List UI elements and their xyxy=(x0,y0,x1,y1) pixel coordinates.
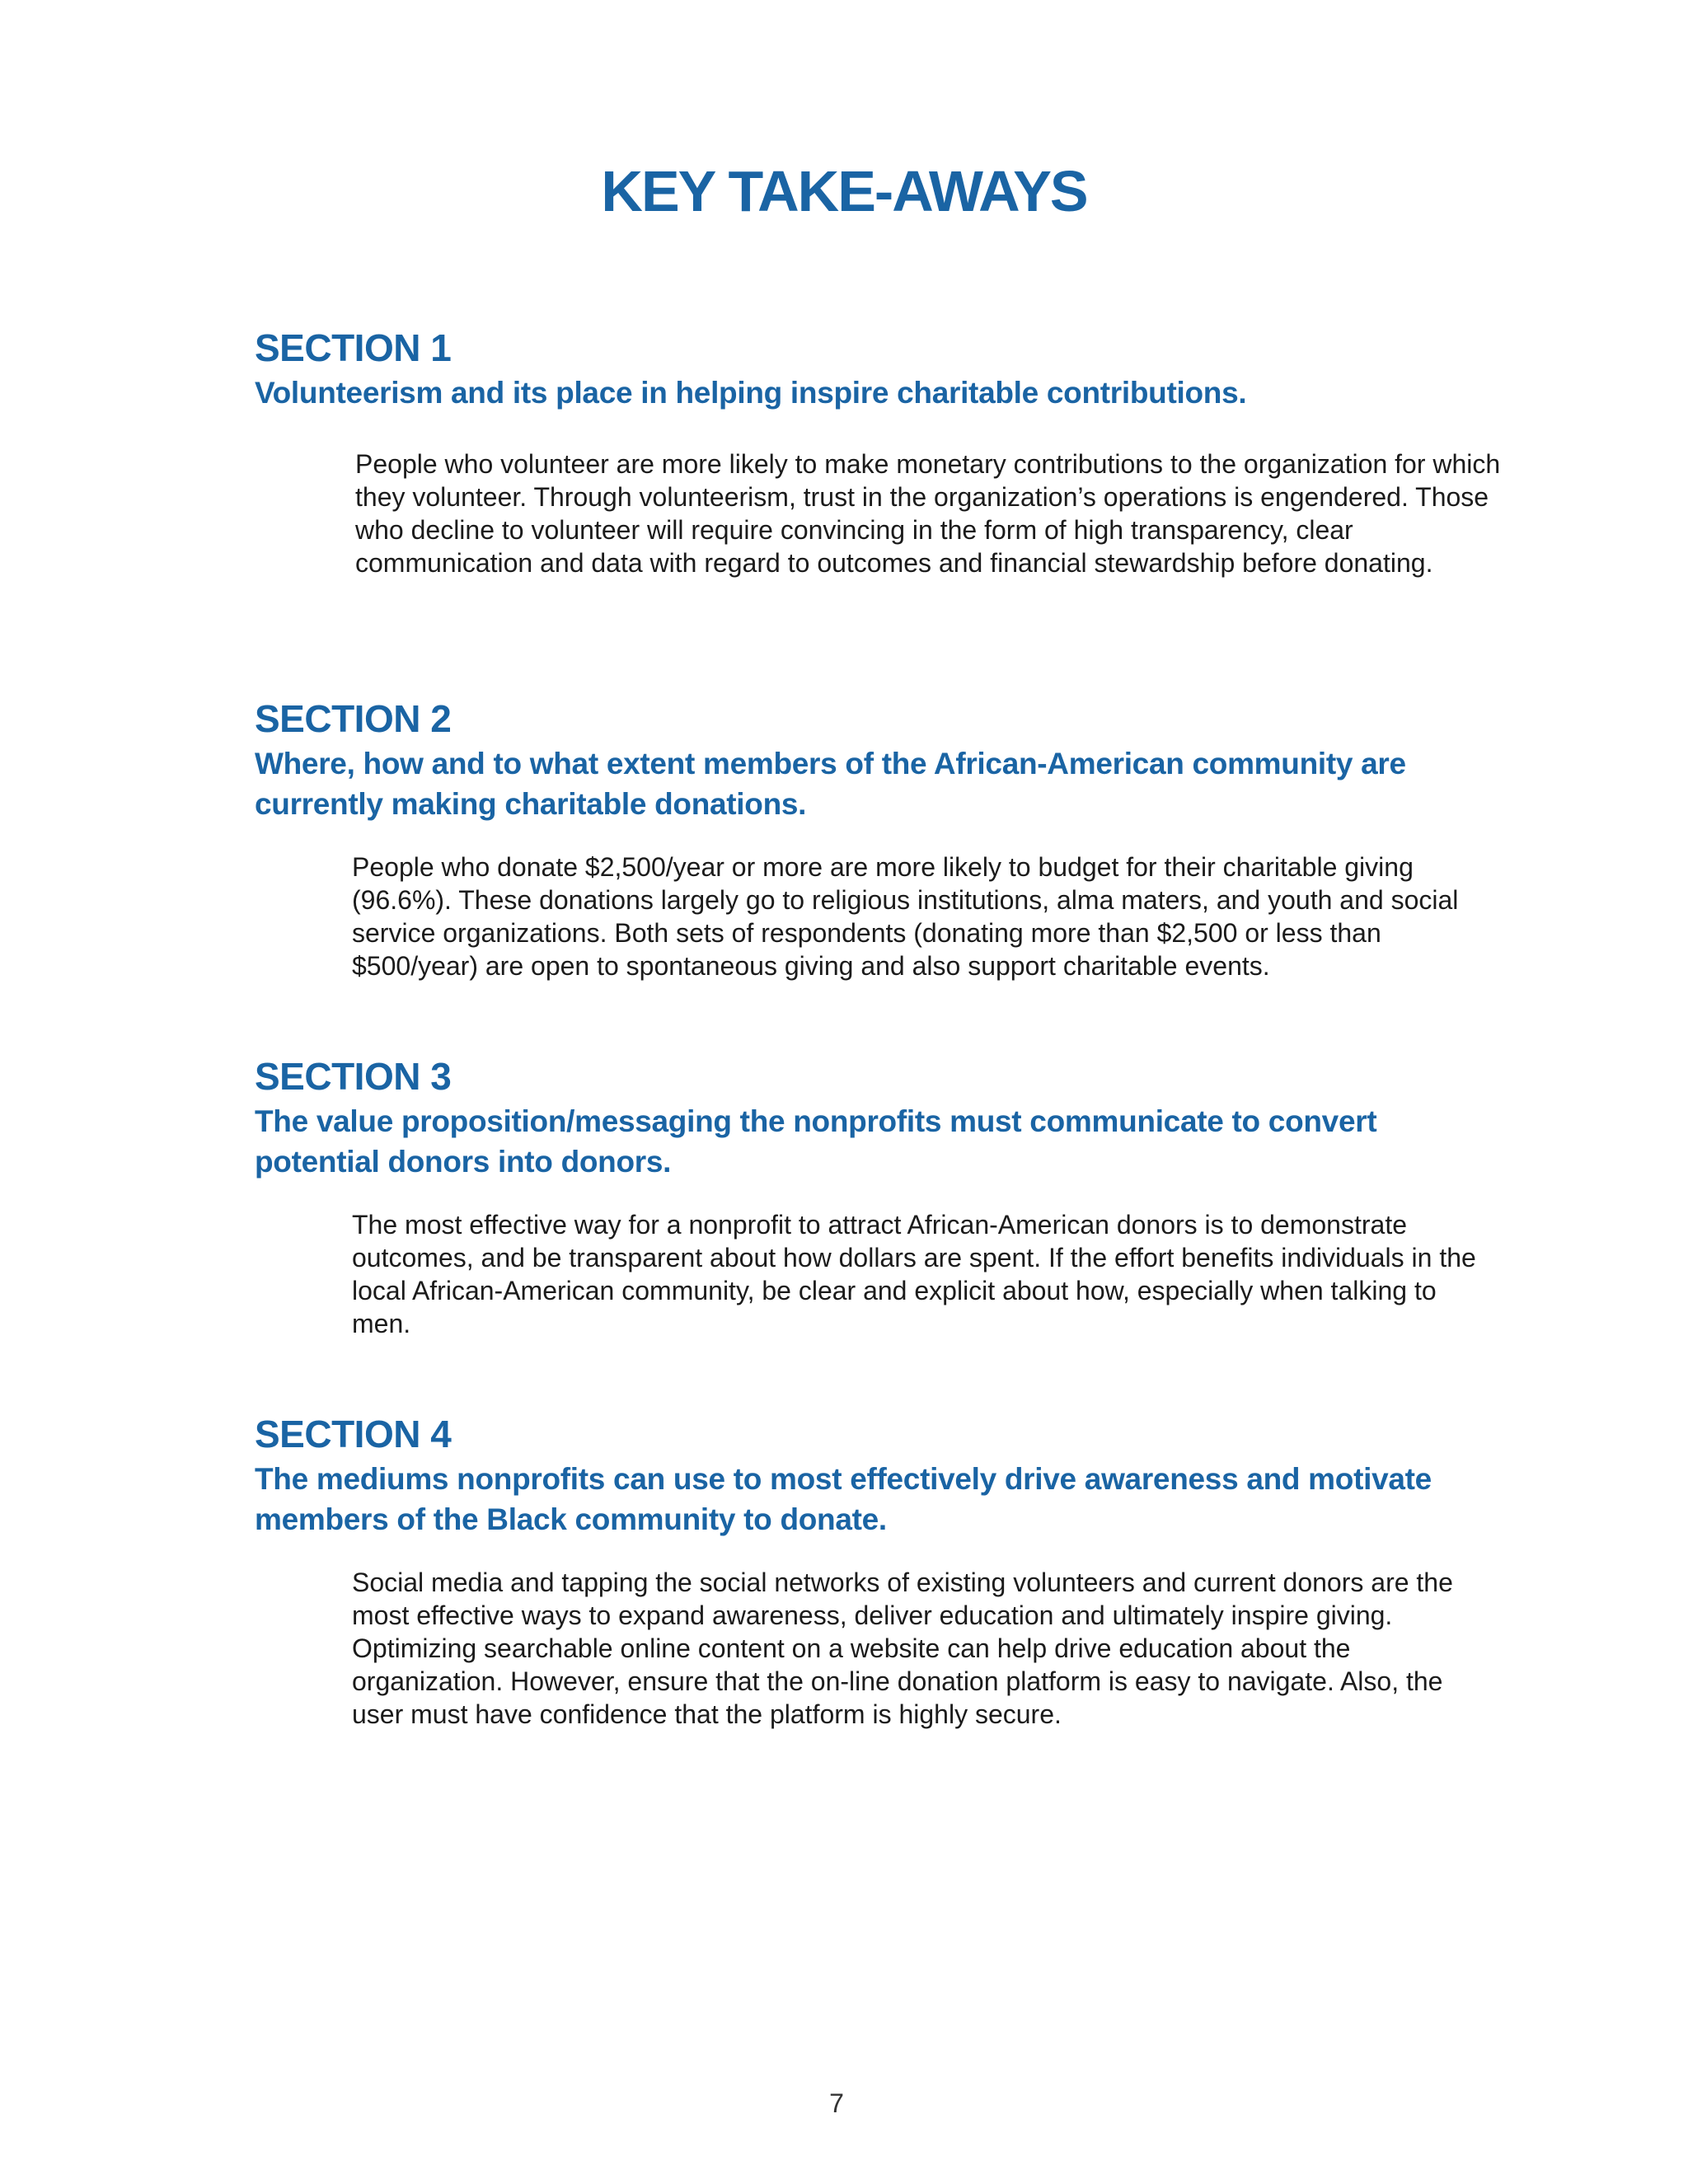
section-2 xyxy=(255,697,1491,982)
section-1 xyxy=(255,326,1501,579)
section-4-subtitle: The mediums nonprofits can use to most effectively drive awareness and motivate members of the Black community to donate. xyxy=(255,1462,1432,1536)
section-3 xyxy=(255,1055,1491,1340)
page-number: 7 xyxy=(829,2088,844,2118)
section-3-label: SECTION 3 xyxy=(255,1055,452,1098)
page-title: KEY TAKE-AWAYS xyxy=(601,159,1087,223)
section-4 xyxy=(255,1413,1491,1731)
section-3-body: The most effective way for a nonprofit to attract African-American donors is to demonstrate outcomes, and be transparent about how dollars are spent. If the effort benefits individuals in the local African-American community, be clear and explicit about how, especially when talking to men. xyxy=(352,1210,1476,1338)
section-4-label: SECTION 4 xyxy=(255,1413,452,1455)
section-2-body: People who donate $2,500/year or more are more likely to budget for their charitable giving (96.6%). These donations largely go to religious institutions, alma maters, and youth and social service organizations. Both sets of respondents (donating more than $2,500 or less than $500/year) are open to spontaneous giving and also support charitable events. xyxy=(352,852,1459,981)
section-4-body: Social media and tapping the social networks of existing volunteers and current donors are the most effective ways to expand awareness, deliver education and ultimately inspire giving. Optimizing searchable online content on a website can help drive education about the organization. However, ensure that the on-line donation platform is easy to navigate. Also, the user must have confidence that the platform is highly secure. xyxy=(352,1568,1453,1729)
section-1-subtitle: Volunteerism and its place in helping inspire charitable contributions. xyxy=(255,376,1247,410)
section-2-subtitle: Where, how and to what extent members of the African-American community are currently making charitable donations. xyxy=(255,747,1406,821)
section-2-label: SECTION 2 xyxy=(255,697,452,740)
section-1-label: SECTION 1 xyxy=(255,326,452,369)
section-3-subtitle: The value proposition/messaging the nonprofits must communicate to convert potential donors into donors. xyxy=(255,1104,1377,1179)
section-1-body: People who volunteer are more likely to make monetary contributions to the organization for which they volunteer. Through volunteerism, trust in the organization’s operations is engendered. Those who decline to volunteer will require convincing in the form of high transparency, clear communication and data with regard to outcomes and financial stewardship before donating. xyxy=(355,449,1501,578)
